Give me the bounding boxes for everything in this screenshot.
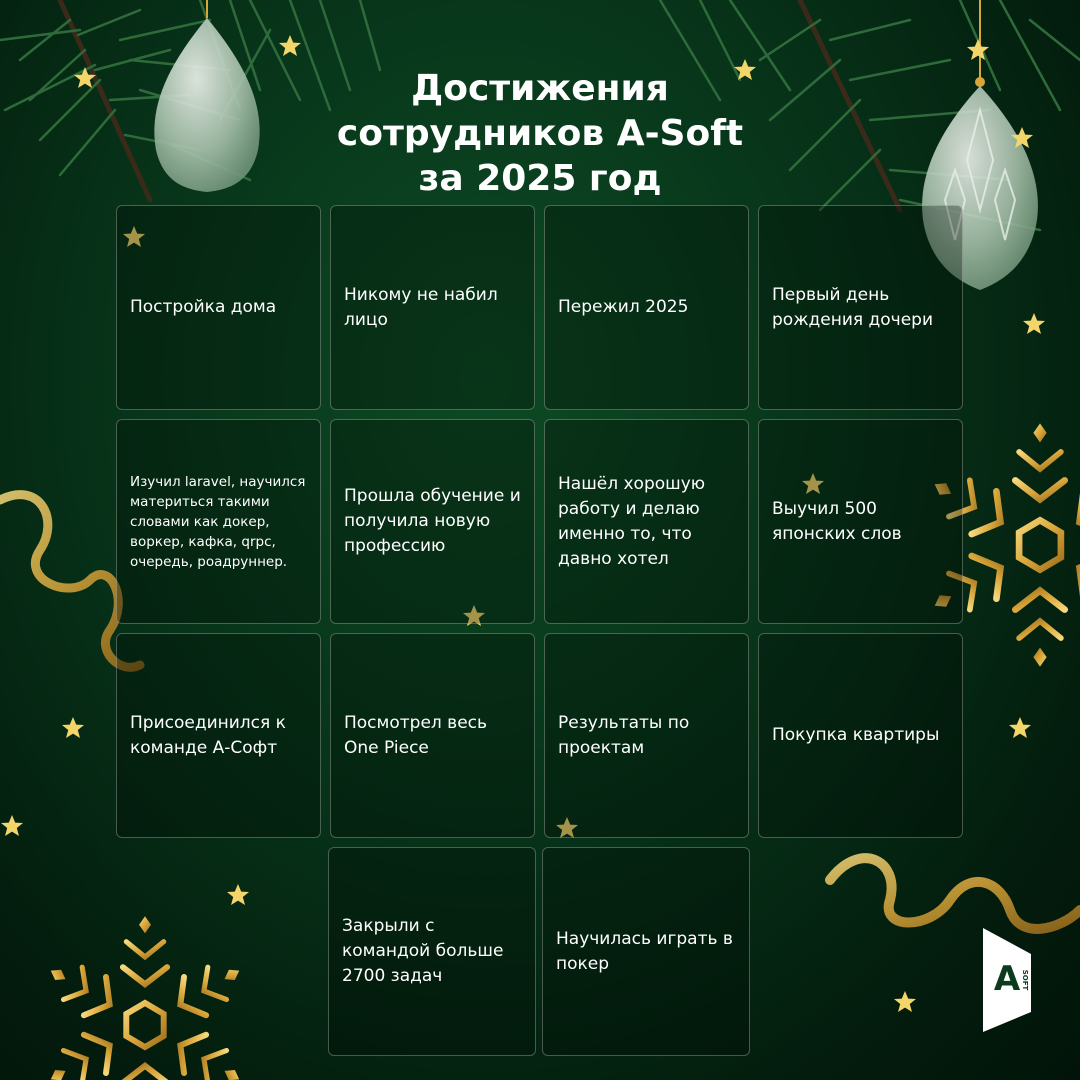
title-line-3: за 2025 год [418, 158, 662, 199]
snowflake-left [40, 916, 251, 1080]
achievement-text: Результаты по проектам [558, 712, 690, 758]
logo-text: SOFT [1021, 969, 1029, 991]
achievement-card [758, 633, 963, 838]
achievement-text: Научилась играть в покер [556, 928, 733, 974]
logo-letter: A [993, 959, 1021, 999]
achievement-card [328, 847, 536, 1056]
achievement-text: Посмотрел весь One Piece [344, 712, 488, 758]
achievement-text: Пережил 2025 [558, 297, 689, 317]
achievement-card [542, 847, 750, 1056]
achievement-card [330, 633, 535, 838]
title-line-1: Достижения [411, 68, 669, 109]
achievement-text: Постройка дома [130, 297, 277, 317]
achievement-text: Выучил 500 японских слов [772, 498, 902, 544]
achievement-card [544, 419, 749, 624]
achievement-card [758, 205, 963, 410]
achievement-text: Покупка квартиры [772, 725, 940, 745]
achievement-text: Изучил laravel, научился материться такими словами как докер, воркер, кафка, qrpc, очередь, роадруннер. [130, 473, 306, 570]
a-soft-logo [983, 928, 1031, 1032]
achievement-card [116, 633, 321, 838]
title-line-2: сотрудников A-Soft [336, 113, 744, 154]
achievement-text: Первый день рождения дочери [772, 284, 934, 330]
achievement-card [544, 633, 749, 838]
achievement-card [330, 205, 535, 410]
page-title [240, 66, 840, 201]
achievement-card [544, 205, 749, 410]
achievement-text: Никому не набил лицо [344, 284, 498, 330]
achievement-card [116, 205, 321, 410]
achievement-card [330, 419, 535, 624]
achievement-text: Нашёл хорошую работу и делаю именно то, что давно хотел [558, 473, 706, 569]
achievement-card [758, 419, 963, 624]
ribbon-right [830, 858, 1080, 929]
achievement-card [116, 419, 321, 624]
achievement-text: Присоединился к команде А-Софт [130, 712, 286, 758]
achievement-text: Прошла обучение и получила новую профессию [344, 486, 521, 556]
achievement-text: Закрыли с командой больше 2700 задач [342, 916, 504, 986]
